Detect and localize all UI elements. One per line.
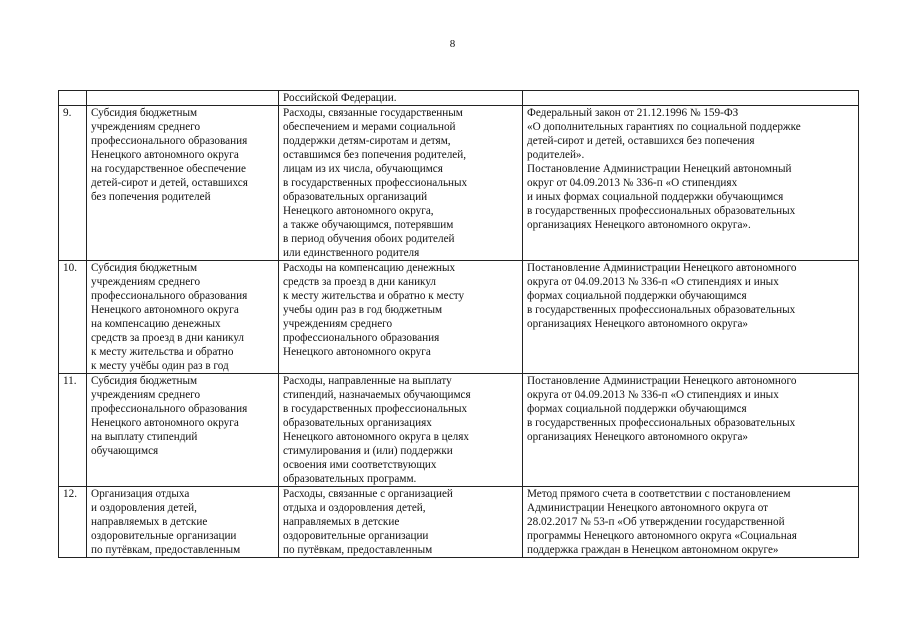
- cell-text-line: на компенсацию денежных: [91, 318, 221, 330]
- cell-text-line: формах социальной поддержки обучающимся: [527, 403, 747, 415]
- cell-text-line: Ненецкого автономного округа,: [283, 205, 434, 217]
- cell-text-line: Федеральный закон от 21.12.1996 № 159-ФЗ: [527, 107, 739, 119]
- cell-text-line: на выплату стипендий: [91, 431, 198, 443]
- cell-text-line: а также обучающимся, потерявшим: [283, 219, 454, 231]
- cell-text-line: Организация отдыха: [91, 488, 190, 500]
- legal-basis-cell: [523, 261, 859, 374]
- expense-description-cell: [279, 106, 523, 261]
- cell-text-line: средств за проезд в дни каникул: [91, 332, 245, 344]
- cell-text-line: организациях Ненецкого автономного округа»: [527, 431, 749, 443]
- recipient-cell: [87, 261, 279, 374]
- expense-description-cell: [279, 261, 523, 374]
- row-number-cell: 9.: [59, 106, 87, 261]
- cell-text-line: к месту учёбы один раз в год: [91, 360, 229, 372]
- cell-text-line: оздоровительные организации: [283, 530, 429, 542]
- cell-text-line: по путёвкам, предоставленным: [91, 544, 241, 556]
- expense-description-cell: [279, 91, 523, 106]
- table-row: [59, 106, 859, 261]
- cell-text-line: округа от 04.09.2013 № 336-п «О стипендиях и иных: [527, 276, 779, 288]
- cell-text-line: на государственное обеспечение: [91, 163, 246, 175]
- cell-text-line: и оздоровления детей,: [91, 502, 197, 514]
- cell-text-line: освоения ими соответствующих: [283, 459, 437, 471]
- cell-text-line: программы Ненецкого автономного округа «Социальная: [527, 530, 797, 542]
- cell-text-line: стипендий, назначаемых обучающимся: [283, 389, 471, 401]
- cell-text-line: в государственных профессиональных: [283, 177, 468, 189]
- cell-text-line: и иных формах социальной поддержки обучающимся: [527, 191, 784, 203]
- recipient-cell: [87, 487, 279, 558]
- table-row: [59, 261, 859, 374]
- cell-text-line: Ненецкого автономного округа: [283, 346, 431, 358]
- cell-text-line: детей-сирот и детей, оставшихся без попечения: [527, 135, 755, 147]
- cell-text-line: в государственных профессиональных образовательных: [527, 304, 796, 316]
- cell-text-line: Российской Федерации.: [283, 92, 397, 104]
- cell-text-line: к месту жительства и обратно к месту: [283, 290, 465, 302]
- cell-text-line: Субсидия бюджетным: [91, 375, 198, 387]
- cell-text-line: организациях Ненецкого автономного округа»: [527, 318, 749, 330]
- legal-basis-cell: [523, 487, 859, 558]
- cell-text-line: или единственного родителя: [283, 247, 420, 259]
- cell-text-line: в государственных профессиональных: [283, 403, 468, 415]
- cell-text-line: округ от 04.09.2013 № 336-п «О стипендиях: [527, 177, 738, 189]
- cell-text-line: в государственных профессиональных образовательных: [527, 417, 796, 429]
- cell-text-line: обеспечением и мерами социальной: [283, 121, 456, 133]
- cell-text-line: стимулирования и (или) поддержки: [283, 445, 453, 457]
- legal-basis-cell: [523, 374, 859, 487]
- table-body: [59, 91, 859, 558]
- cell-text-line: Администрации Ненецкого автономного округа от: [527, 502, 769, 514]
- cell-text-line: Расходы на компенсацию денежных: [283, 262, 456, 274]
- expenses-table: [58, 90, 859, 558]
- page-number: 8: [449, 38, 456, 50]
- table-row: [59, 487, 859, 558]
- cell-text-line: профессионального образования: [283, 332, 440, 344]
- cell-text-line: Расходы, связанные государственным: [283, 107, 463, 119]
- table-row: [59, 91, 859, 106]
- row-number-cell: [59, 91, 87, 106]
- cell-text-line: Ненецкого автономного округа: [91, 417, 239, 429]
- cell-text-line: направляемых в детские: [283, 516, 400, 528]
- cell-text-line: профессионального образования: [91, 135, 248, 147]
- cell-text-line: образовательных программ.: [283, 473, 417, 485]
- legal-basis-cell: [523, 91, 859, 106]
- legal-basis-cell: [523, 106, 859, 261]
- cell-text-line: учреждениям среднего: [283, 318, 393, 330]
- cell-text-line: учреждениям среднего: [91, 389, 201, 401]
- cell-text-line: поддержка граждан в Ненецком автономном округе»: [527, 544, 779, 556]
- row-number-cell: 12.: [59, 487, 87, 558]
- cell-text-line: Постановление Администрации Ненецкого автономного: [527, 375, 797, 387]
- cell-text-line: лицам из их числа, обучающимся: [283, 163, 443, 175]
- recipient-cell: [87, 91, 279, 106]
- cell-text-line: Субсидия бюджетным: [91, 262, 198, 274]
- cell-text-line: 28.02.2017 № 53-п «Об утверждении государственной: [527, 516, 785, 528]
- cell-text-line: Субсидия бюджетным: [91, 107, 198, 119]
- table-row: [59, 374, 859, 487]
- recipient-cell: [87, 106, 279, 261]
- cell-text-line: детей-сирот и детей, оставшихся: [91, 177, 248, 189]
- expense-description-cell: [279, 487, 523, 558]
- cell-text-line: Расходы, направленные на выплату: [283, 375, 452, 387]
- cell-text-line: округа от 04.09.2013 № 336-п «О стипендиях и иных: [527, 389, 779, 401]
- cell-text-line: Расходы, связанные с организацией: [283, 488, 453, 500]
- cell-text-line: средств за проезд в дни каникул: [283, 276, 437, 288]
- cell-text-line: направляемых в детские: [91, 516, 208, 528]
- cell-text-line: профессионального образования: [91, 403, 248, 415]
- cell-text-line: формах социальной поддержки обучающимся: [527, 290, 747, 302]
- cell-text-line: Ненецкого автономного округа: [91, 304, 239, 316]
- row-number-cell: 10.: [59, 261, 87, 374]
- cell-text-line: образовательных организациях: [283, 417, 432, 429]
- cell-text-line: в период обучения обоих родителей: [283, 233, 455, 245]
- cell-text-line: отдыха и оздоровления детей,: [283, 502, 426, 514]
- cell-text-line: поддержки детям-сиротам и детям,: [283, 135, 451, 147]
- cell-text-line: организациях Ненецкого автономного округа».: [527, 219, 751, 231]
- recipient-cell: [87, 374, 279, 487]
- cell-text-line: профессионального образования: [91, 290, 248, 302]
- row-number-cell: 11.: [59, 374, 87, 487]
- cell-text-line: учебы один раз в год бюджетным: [283, 304, 443, 316]
- cell-text-line: оздоровительные организации: [91, 530, 237, 542]
- cell-text-line: Ненецкого автономного округа в целях: [283, 431, 469, 443]
- cell-text-line: образовательных организаций: [283, 191, 428, 203]
- cell-text-line: Постановление Администрации Ненецкий автономный: [527, 163, 792, 175]
- cell-text-line: учреждениям среднего: [91, 121, 201, 133]
- cell-text-line: без попечения родителей: [91, 191, 211, 203]
- cell-text-line: «О дополнительных гарантиях по социальной поддержке: [527, 121, 801, 133]
- cell-text-line: оставшимся без попечения родителей,: [283, 149, 467, 161]
- cell-text-line: в государственных профессиональных образовательных: [527, 205, 796, 217]
- cell-text-line: Постановление Администрации Ненецкого автономного: [527, 262, 797, 274]
- cell-text-line: к месту жительства и обратно: [91, 346, 234, 358]
- cell-text-line: по путёвкам, предоставленным: [283, 544, 433, 556]
- cell-text-line: Ненецкого автономного округа: [91, 149, 239, 161]
- cell-text-line: Метод прямого счета в соответствии с постановлением: [527, 488, 791, 500]
- expense-description-cell: [279, 374, 523, 487]
- cell-text-line: обучающимся: [91, 445, 159, 457]
- cell-text-line: родителей».: [527, 149, 585, 161]
- cell-text-line: учреждениям среднего: [91, 276, 201, 288]
